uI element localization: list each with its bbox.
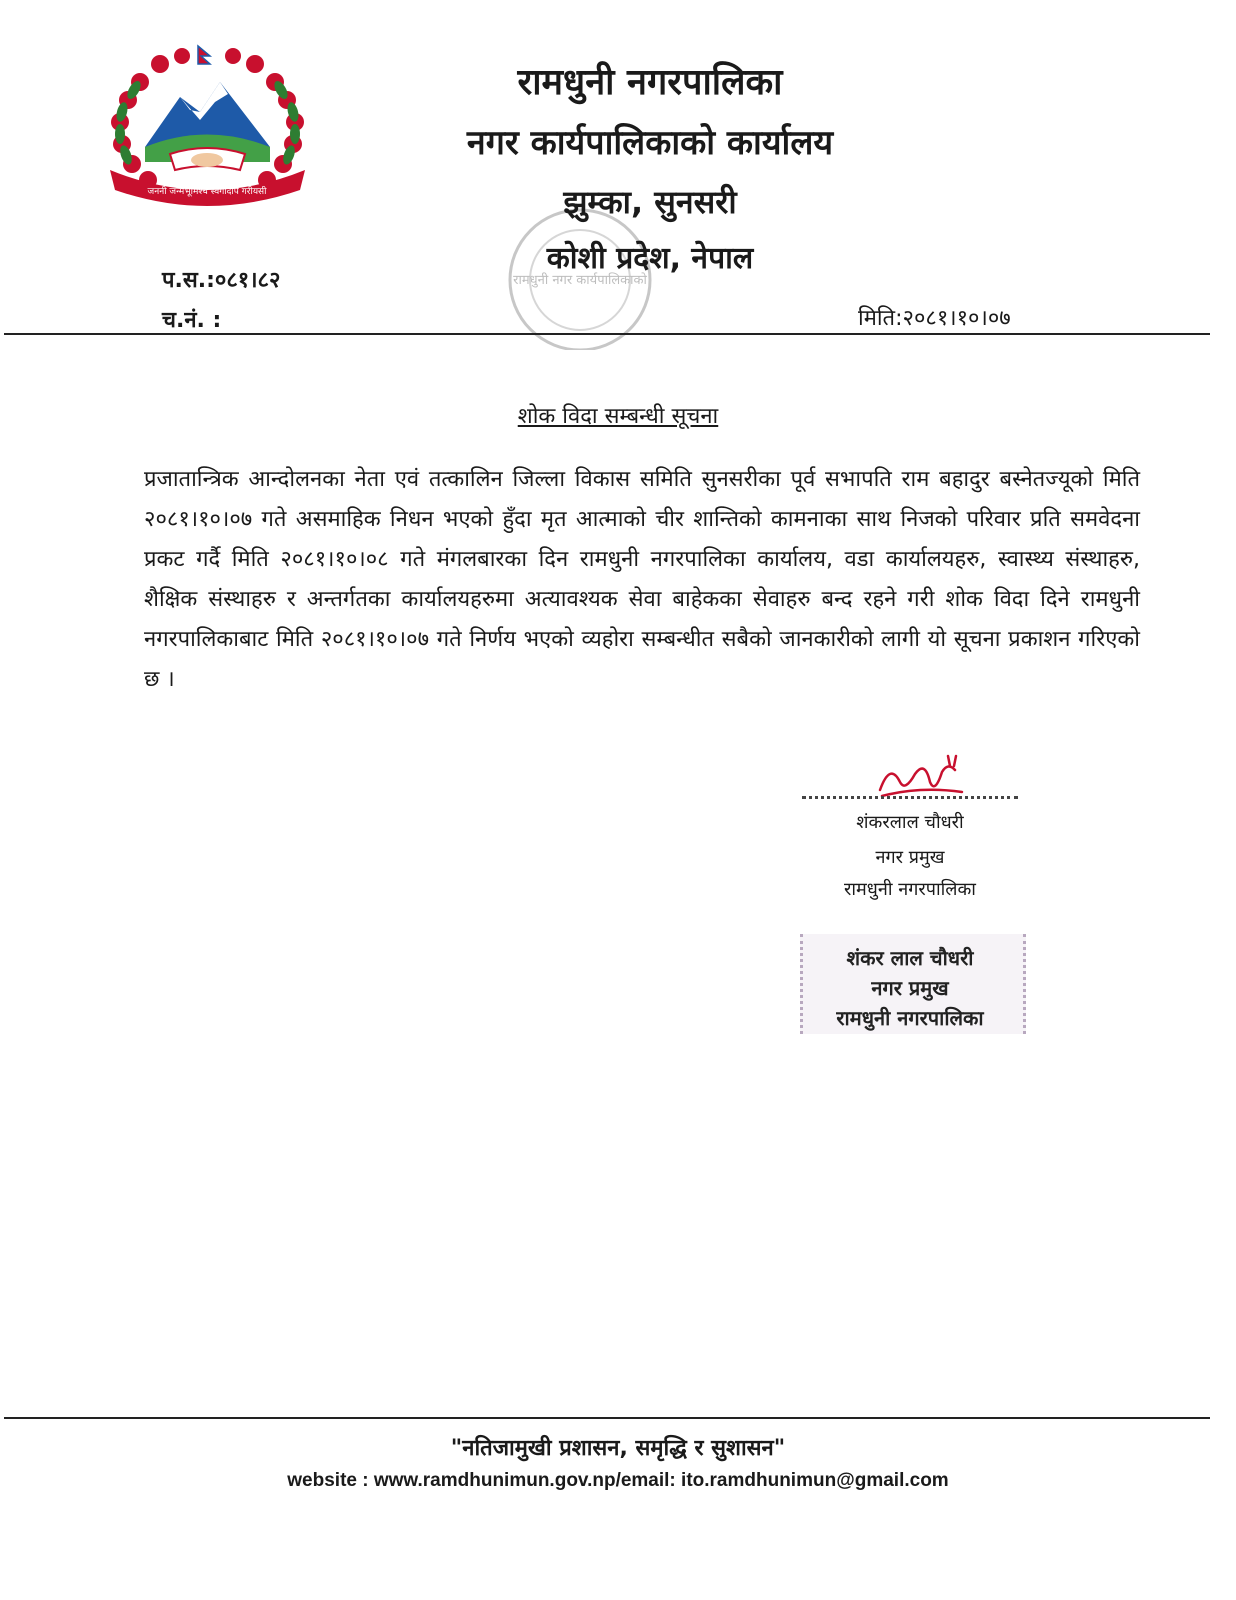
stamp-name: शंकर लाल चौधरी: [846, 946, 974, 970]
signatory-org: रामधुनी नगरपालिका: [844, 879, 976, 900]
signatory-name: शंकरलाल चौधरी: [856, 812, 964, 833]
office-province: कोशी प्रदेश, नेपाल: [546, 241, 754, 276]
reference-number: प.स.:०८१।८२: [162, 268, 281, 293]
footer-contact: website : www.ramdhunimun.gov.np/email: ito.ramdhunimun@gmail.com: [287, 1470, 949, 1491]
seal-text: रामधुनी नगर कार्यपालिकाको: [513, 273, 647, 288]
signature-icon: [870, 752, 970, 802]
nepal-emblem-icon: [100, 42, 315, 214]
stamp-org: रामधुनी नगरपालिका: [836, 1006, 984, 1030]
notice-title: शोक विदा सम्बन्धी सूचना: [517, 404, 719, 429]
notice-body: प्रजातान्त्रिक आन्दोलनका नेता एवं तत्कालिन जिल्ला विकास समिति सुनसरीका पूर्व सभापति राम बहादुर बस्नेतज्यूको मिति २०८१।१०।०७ गते असमाहिक निधन भएको हुँदा मृत आत्माको चीर शान्तिको कामनाका साथ निजको परिवार प्रति समवेदना प्रकट गर्दै मिति २०८१।१०।०८ गते मंगलबारका दिन रामधुनी नगरपालिका कार्यालय, वडा कार्यालयहरु, स्वास्थ्य संस्थाहरु, शैक्षिक संस्थाहरु र अन्तर्गतका कार्यालयहरुमा अत्यावश्यक सेवा बाहेकका सेवाहरु बन्द रहने गरी शोक विदा दिने रामधुनी नगरपालिकाबाट मिति २०८१।१०।०७ गते निर्णय भएको व्यहोरा सम्बन्धीत सबैको जानकारीको लागी यो सूचना प्रकाशन गरिएको छ ।: [144, 467, 1140, 692]
office-name: नगर कार्यपालिकाको कार्यालय: [466, 123, 834, 163]
signature-line: [802, 796, 1018, 799]
office-location: झुम्का, सुनसरी: [563, 183, 737, 221]
header-divider: [4, 333, 1210, 335]
dispatch-number: च.नं. :: [162, 308, 222, 333]
letter-date: मिति:२०८१।१०।०७: [858, 306, 1011, 331]
footer-divider: [4, 1417, 1210, 1419]
footer-motto: "नतिजामुखी प्रशासन, समृद्धि र सुशासन": [450, 1436, 786, 1461]
signatory-title: नगर प्रमुख: [875, 847, 945, 868]
municipality-name: रामधुनी नगरपालिका: [517, 62, 783, 103]
emblem-motto: जननी जन्मभूमिश्च स्वर्गादपि गरीयसी: [147, 187, 267, 197]
stamp-title: नगर प्रमुख: [871, 976, 949, 1000]
